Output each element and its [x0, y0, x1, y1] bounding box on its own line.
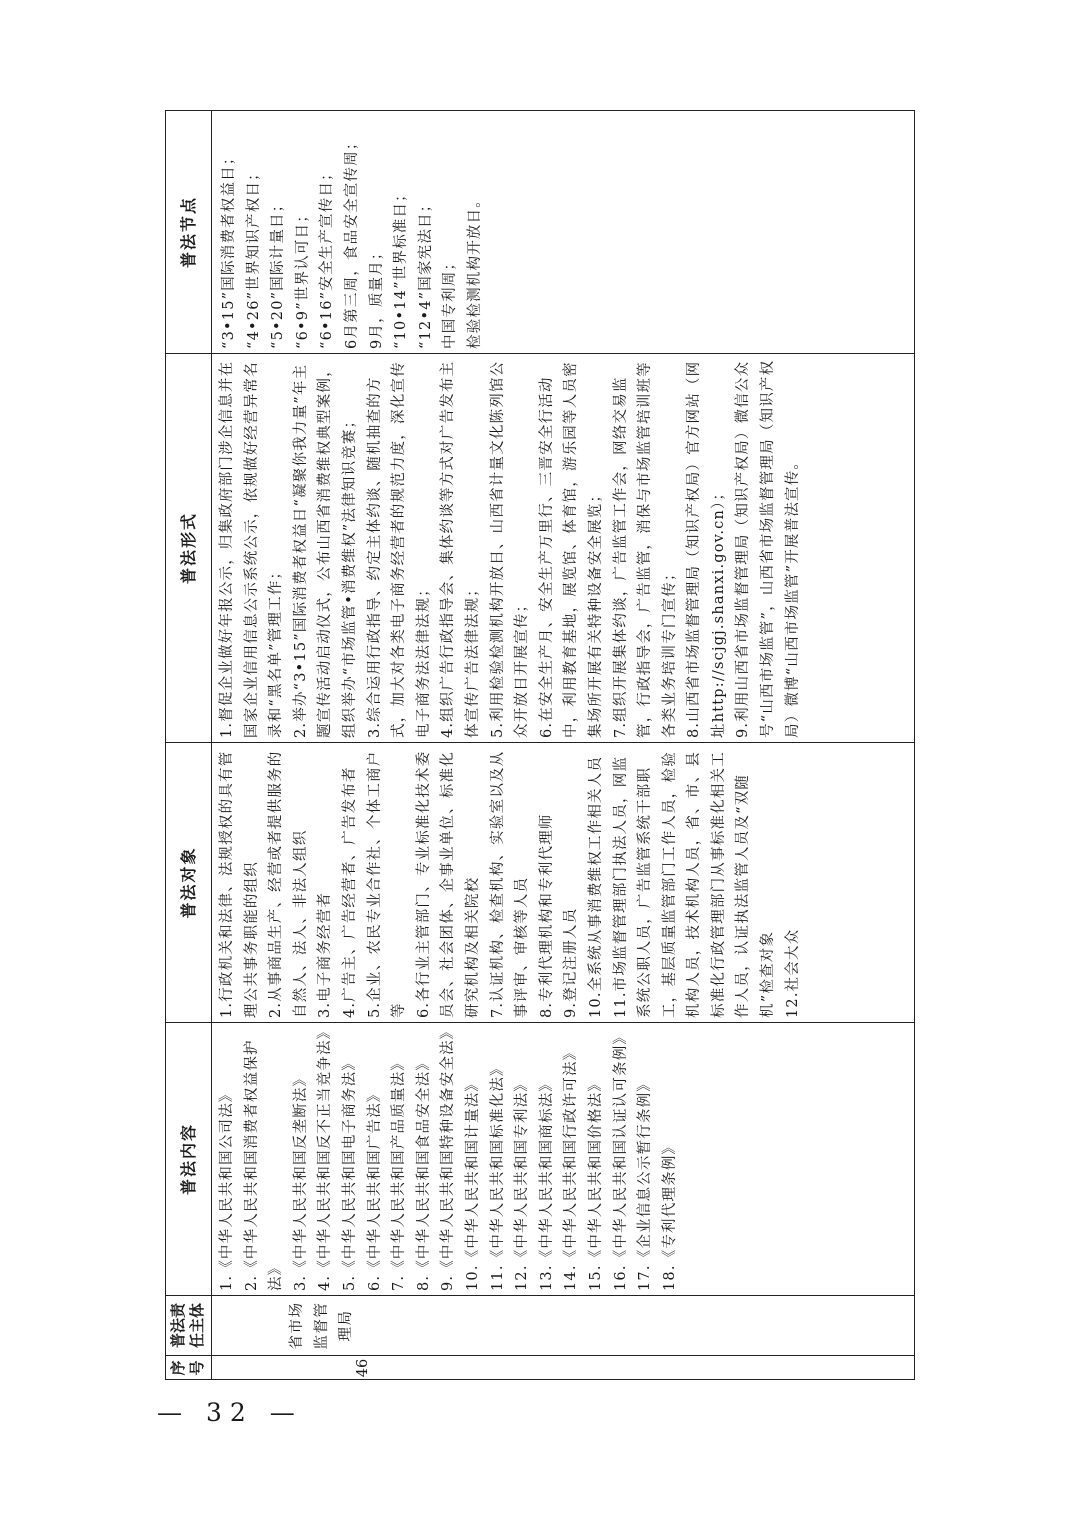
content-item: 12.《中华人民共和国专利法》	[514, 1075, 531, 1291]
object-item: 7.认证机构、检查机构、实验室以及从事评审、审核等人员	[489, 750, 531, 1018]
content-item: 4.《中华人民共和国反不正当竞争法》	[317, 1023, 334, 1291]
node-item: 中国专利周；	[442, 254, 459, 349]
column-content	[165, 1022, 915, 1295]
content-item: 2.《中华人民共和国消费者权益保护法》	[243, 1039, 285, 1291]
form-item: 5.利用检验检测机构开放日、山西省计量文化陈列馆公众开放日开展宣传；	[489, 360, 531, 738]
content-item: 1.《中华人民共和国公司法》	[219, 1086, 235, 1291]
object-item: 1.行政机关和法律、法规授权的具有管理公共事务职能的组织	[219, 750, 260, 1018]
row-seq-number: 46	[355, 1358, 371, 1378]
node-item: 检验检测机构开放日。	[466, 192, 483, 349]
node-item: “3•15”国际消费者权益日；	[221, 149, 237, 349]
node-item: “6•16”安全生产宣传日；	[319, 165, 336, 349]
form-item: 2.举办“3•15”国际消费者权益日“凝聚你我力量”年主题宣传活动启动仪式，公布山西省消费维权典型案例，组织举办“市场监管•消费维权”法律知识竞赛；	[292, 361, 358, 738]
form-item: 3.综合运用行政指导、约定主体约谈、随机抽查的方式，加大对各类电子商务经营者的规范力度，深化宣传电子商务法法律法规；	[366, 361, 432, 738]
responsible-unit: 省市场监督管理局	[289, 1301, 355, 1350]
law-publicity-table	[165, 110, 915, 1380]
column-nodes	[165, 110, 915, 353]
content-item: 8.《中华人民共和国食品安全法》	[415, 1054, 432, 1291]
header-forms: 普法形式	[178, 512, 198, 585]
content-item: 15.《中华人民共和国价格法》	[587, 1075, 604, 1291]
node-item: “6•9”世界认可日；	[294, 206, 311, 349]
form-list	[215, 357, 913, 738]
content-item: 9.《中华人民共和国特种设备安全法》	[440, 1023, 457, 1291]
header-content: 普法内容	[178, 1123, 198, 1196]
content-item: 7.《中华人民共和国产品质量法》	[391, 1054, 408, 1291]
object-item: 9.登记注册人员	[563, 907, 580, 1018]
content-item: 16.《中华人民共和国认证认可条例》	[612, 1028, 629, 1291]
object-item: 2.从事商品生产、经营或者提供服务的自然人、法人、非法人组织	[268, 750, 309, 1018]
node-item: “5•20”国际计量日；	[270, 196, 287, 349]
form-item: 8.山西省市场监督管理局（知识产权局）官方网站（网址http://scjgj.shanxi.gov.cn）；	[686, 360, 727, 738]
header-seq: 序号	[169, 1360, 206, 1376]
content-item: 11.《中华人民共和国标准化法》	[489, 1060, 506, 1291]
object-item: 12.社会大众	[784, 928, 801, 1018]
column-seq	[165, 1355, 915, 1380]
content-item: 18.《专利代理条例》	[661, 1138, 678, 1291]
form-item: 1.督促企业做好年报公示，归集政府部门涉企信息并在国家企业信用信息公示系统公示，依规做好经营异常名录和“黑名单”管理工作；	[219, 360, 285, 738]
content-item: 5.《中华人民共和国电子商务法》	[341, 1054, 358, 1291]
content-item: 14.《中华人民共和国行政许可法》	[563, 1044, 580, 1291]
column-forms	[165, 353, 915, 742]
form-item: 7.组织开展集体约谈，广告监管工作会，网络交易监管，行政指导会，广告监管，消保与市场监管培训班等各类业务培训专门宣传；	[612, 361, 678, 738]
header-nodes: 普法节点	[178, 196, 198, 269]
content-item: 10.《中华人民共和国计量法》	[464, 1075, 481, 1291]
content-item: 17.《企业信息公示暂行条例》	[637, 1075, 654, 1291]
content-item: 13.《中华人民共和国商标法》	[538, 1075, 555, 1291]
header-divider	[211, 110, 212, 1380]
node-item: “4•26”世界知识产权日；	[245, 165, 262, 349]
page-number: — 32 —	[157, 1398, 303, 1427]
node-item: “10•14”世界标准日；	[393, 186, 410, 349]
content-item: 3.《中华人民共和国反垄断法》	[292, 1070, 309, 1291]
form-item: 6.在安全生产月、安全生产万里行、三晋安全行活动中，利用教育基地，展览馆、体育馆，游乐园等人员密集场所开展有关特种设备安全展览；	[538, 361, 604, 738]
column-objects	[165, 742, 915, 1022]
object-item: 4.广告主、广告经营者、广告发布者	[341, 766, 358, 1018]
node-item: 6月第三周，食品安全宣传周；	[343, 134, 360, 349]
object-list	[215, 746, 913, 1018]
form-item: 9.利用山西省市场监督管理局（知识产权局）微信公众号“山西市场监管”，山西省市场监督管理局（知识产权局）微博“山西市场监管”开展普法宣传。	[735, 359, 801, 738]
node-item: “12•4”国家宪法日；	[417, 196, 434, 349]
object-item: 6.各行业主管部门、专业标准化技术委员会、社会团体、企事业单位、标准化研究机构及相关院校	[415, 750, 481, 1018]
object-item: 3.电子商务经营者	[317, 891, 334, 1018]
object-item: 11.市场监督管理部门执法人员，网监系统公职人员，广告监管系统干部职工，基层质量监管部门工作人员，检验机构人员，技术机构人员，省、市、县标准化行政管理部门从事标准化相关工作人员，认证执法监管人员及“双随机”检查对象	[612, 751, 777, 1018]
form-item: 4.组织广告行政指导会、集体约谈等方式对广告发布主体宣传广告法律法规；	[440, 360, 481, 738]
content-list	[215, 1023, 913, 1291]
object-item: 10.全系统从事消费维权工作相关人员	[587, 755, 604, 1018]
object-item: 5.企业、农民专业合作社、个体工商户等	[366, 750, 408, 1018]
header-responsible: 普法责任主体	[169, 1303, 206, 1349]
column-responsible	[165, 1295, 915, 1355]
node-list	[215, 114, 913, 349]
node-item: 9月，质量月；	[368, 244, 385, 349]
header-objects: 普法对象	[178, 846, 198, 919]
object-item: 8.专利代理机构和专利代理师	[538, 813, 555, 1018]
content-item: 6.《中华人民共和国广告法》	[366, 1086, 383, 1291]
